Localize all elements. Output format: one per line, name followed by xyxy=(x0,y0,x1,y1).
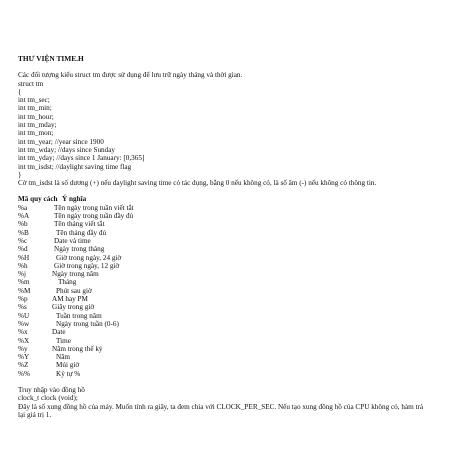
format-meaning: Tháng xyxy=(58,278,77,287)
struct-line: int tm_hour; xyxy=(18,112,54,121)
intro-text: Các đối tượng kiểu struct tm được sử dụng để lưu trữ ngày tháng và thời gian. xyxy=(18,71,243,80)
clock-heading: Truy nhập vào đồng hồ xyxy=(18,385,85,394)
struct-line: int tm_yday; //days since 1 January: [0,365] xyxy=(18,154,145,163)
format-code: %Z xyxy=(18,361,29,370)
format-code: %X xyxy=(18,336,30,345)
struct-line: int tm_mon; xyxy=(18,129,54,138)
table-row xyxy=(18,345,440,353)
clock-note: Đây là số xung đồng hồ của máy. Muốn tính ra giây, ta đem chia với CLOCK_PER_SEC. Nếu tạo xung đồng hồ của CPU không có, hàm trả lại giá trị 1. xyxy=(18,402,424,419)
format-meaning: Date và time xyxy=(54,236,91,245)
format-meaning: AM hay PM xyxy=(52,295,88,304)
format-code: %Y xyxy=(18,353,30,362)
table-row xyxy=(18,303,440,311)
format-meaning: Ngày trong tháng xyxy=(54,245,105,254)
struct-line: struct tm xyxy=(18,79,44,88)
format-code: %% xyxy=(18,369,30,378)
table-row xyxy=(18,361,440,369)
struct-line: int tm_wday; //days since Sunday xyxy=(18,145,116,154)
struct-line: int tm_year; //year since 1900 xyxy=(18,137,104,146)
format-code: %H xyxy=(18,253,30,262)
table-row xyxy=(18,262,440,270)
table-row xyxy=(18,270,440,278)
format-meaning: Múi giờ xyxy=(56,361,80,370)
format-code: %w xyxy=(18,319,30,328)
format-code: %U xyxy=(18,311,30,320)
struct-line: { xyxy=(18,87,22,96)
format-meaning: Giây trong giờ xyxy=(52,303,95,312)
table-row xyxy=(18,337,440,345)
table-row xyxy=(18,204,440,212)
format-meaning: Date xyxy=(52,328,66,337)
format-meaning: Tuần trong năm xyxy=(56,311,102,320)
document-page xyxy=(18,55,440,419)
table-row xyxy=(18,320,440,328)
table-row xyxy=(18,287,440,295)
table-row xyxy=(18,370,440,378)
format-code: %B xyxy=(18,228,29,237)
format-meaning: Tên ngày trong tuần viết tắt xyxy=(54,203,134,212)
format-meaning: Tên tháng đầy đủ xyxy=(56,228,107,237)
format-meaning: Tên tháng viết tắt xyxy=(54,220,105,229)
header-meaning: Ý nghĩa xyxy=(62,195,87,204)
format-meaning: Ngày trong tuần (0-6) xyxy=(56,319,119,328)
format-code: %M xyxy=(18,286,31,295)
table-row xyxy=(18,254,440,262)
table-row xyxy=(18,245,440,253)
format-code: %j xyxy=(18,270,26,279)
format-code: %m xyxy=(18,278,30,287)
document-title: THƯ VIỆN TIME.H xyxy=(18,54,84,63)
format-rows xyxy=(18,204,440,378)
format-code: %y xyxy=(18,344,28,353)
format-code: %c xyxy=(18,236,28,245)
format-meaning: Tên ngày trong tuần đầy đủ xyxy=(54,212,134,221)
format-table xyxy=(18,195,440,378)
format-meaning: Ngày trong năm xyxy=(52,270,99,279)
table-row xyxy=(18,278,440,286)
format-code: %b xyxy=(18,220,28,229)
table-row xyxy=(18,295,440,303)
struct-line: } xyxy=(18,170,22,179)
format-code: %x xyxy=(18,328,28,337)
table-row xyxy=(18,220,440,228)
format-meaning: Time xyxy=(56,336,71,345)
table-row xyxy=(18,229,440,237)
struct-line: int tm_isdst; //daylight saving time flag xyxy=(18,162,132,171)
format-meaning: Phút sau giờ xyxy=(56,286,92,295)
struct-line: int tm_min; xyxy=(18,104,52,113)
struct-line: int tm_mday; xyxy=(18,121,57,130)
format-table-header xyxy=(18,195,440,203)
format-meaning: Giờ trong ngày, 24 giờ xyxy=(56,253,122,262)
format-code: %s xyxy=(18,303,27,312)
format-code: %p xyxy=(18,295,28,304)
struct-line: int tm_sec; xyxy=(18,96,50,105)
table-row xyxy=(18,312,440,320)
format-code: %a xyxy=(18,203,28,212)
format-meaning: Năm xyxy=(56,353,70,362)
struct-definition xyxy=(18,80,440,180)
format-code: %d xyxy=(18,245,28,254)
format-code: %h xyxy=(18,261,28,270)
isdst-note: Cờ tm_isdst là số dương (+) nếu daylight saving time có tác dụng, bằng 0 nếu không có, là số âm (-) nếu không có thông tin. xyxy=(18,179,377,188)
table-row xyxy=(18,212,440,220)
format-meaning: Giờ trong ngày, 12 giờ xyxy=(54,261,120,270)
format-meaning: Năm trong thế kỷ xyxy=(52,344,103,353)
clock-signature: clock_t clock (void); xyxy=(18,394,78,403)
table-row xyxy=(18,353,440,361)
table-row xyxy=(18,237,440,245)
header-code: Mã quy cách xyxy=(18,195,58,204)
format-code: %A xyxy=(18,212,30,221)
table-row xyxy=(18,328,440,336)
format-meaning: Ký tự % xyxy=(56,369,81,378)
